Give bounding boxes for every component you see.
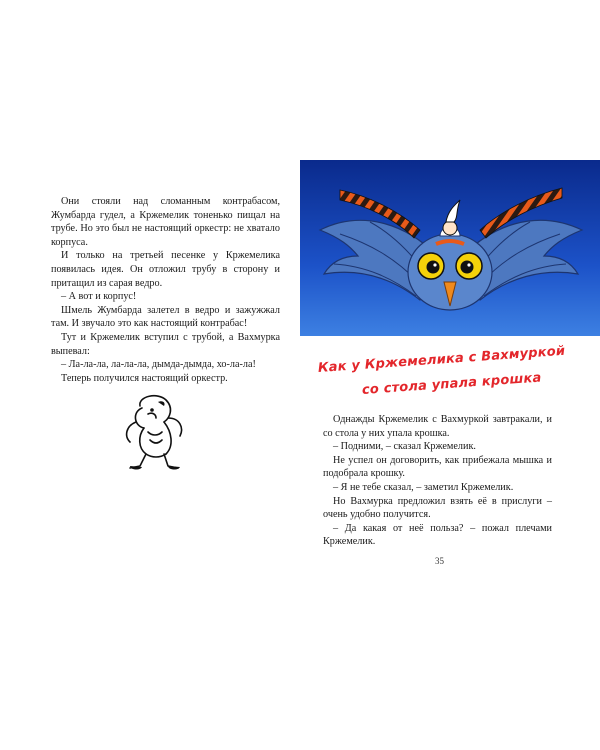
paragraph: Тут и Кржемелик вступил с трубой, а Вахмурка выпевал:: [51, 331, 280, 357]
paragraph: – Да какая от неё польза? – пожал плечами Кржемелик.: [323, 522, 552, 548]
chapter-title-line2: со стола упала крошка: [361, 370, 542, 398]
paragraph: Шмель Жумбарда залетел в ведро и зажужжал там. И звучало это как настоящий контрабас!: [51, 304, 280, 330]
page-number: 35: [435, 556, 444, 566]
paragraph: – Подними, – сказал Кржемелик.: [333, 441, 476, 453]
character-sketch: [118, 392, 190, 474]
paragraph: Они стояли над сломанным контрабасом, Жумбарда гудел, а Кржемелик тоненько пищал на трубе. Но это был не настоящий оркестр: не хватало корпуса.: [51, 196, 280, 248]
paragraph: Не успел он договорить, как прибежала мышка и подобрала крошку.: [323, 454, 552, 480]
paragraph: – Я не тебе сказал, – заметил Кржемелик.: [333, 481, 514, 493]
right-page-text: [323, 413, 552, 549]
paragraph: – Ла-ла-ла, ла-ла-ла, дымда-дымда, хо-ла-ла!: [61, 359, 256, 371]
paragraph: Теперь получился настоящий оркестр.: [61, 372, 228, 384]
paragraph: И только на третьей песенке у Кржемелика появилась идея. Он отложил трубу в сторону и притащил из сарая ведро.: [51, 250, 280, 289]
paragraph: – А вот и корпус!: [61, 291, 137, 303]
chapter-title: [317, 343, 580, 407]
owl-illustration: [300, 160, 600, 336]
left-page-text: [51, 195, 280, 385]
paragraph: Однажды Кржемелик с Вахмуркой завтракали, и со стола у них упала крошка.: [323, 414, 552, 439]
chapter-title-line1: Как у Кржемелика с Вахмуркой: [317, 343, 566, 376]
paragraph: Но Вахмурка предложил взять её в прислуги – очень удобно получится.: [323, 495, 552, 521]
